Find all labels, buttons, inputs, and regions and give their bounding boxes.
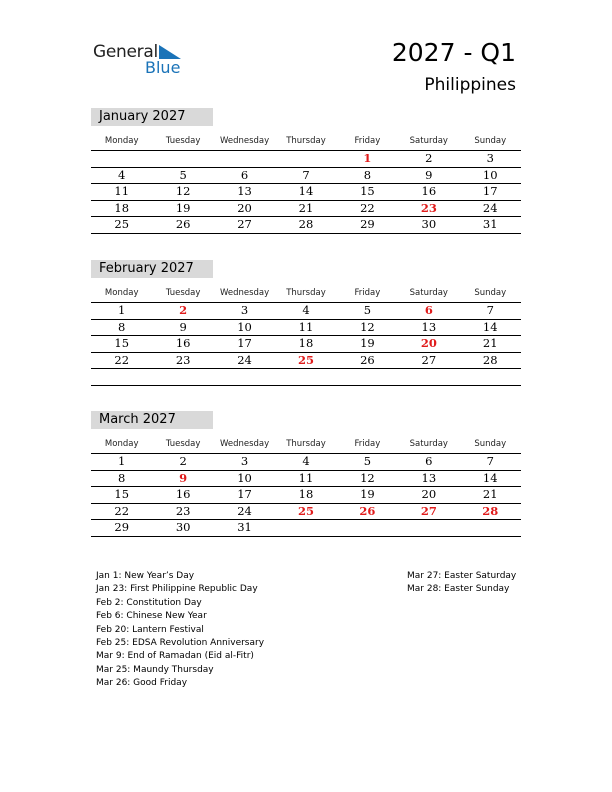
weekday-label: Tuesday [165,438,201,449]
weekday-label: Thursday [286,438,326,449]
date-cell: 16 [175,487,191,502]
date-cell: 9 [425,167,433,182]
month-january [91,108,521,234]
date-cell: 14 [482,319,498,334]
weekday-label: Thursday [286,135,326,146]
date-cell: 1 [118,454,126,469]
weekday-label: Monday [104,135,139,146]
logo-blue-text: Blue [145,58,181,77]
date-cell: 11 [114,184,130,199]
date-cell: 25 [114,217,130,232]
weekday-label: Sunday [474,135,507,146]
month-title: January 2027 [91,108,213,126]
date-cell: 26 [360,352,375,367]
date-cell: 29 [114,520,130,535]
date-cell: 17 [482,184,498,199]
holiday-date-cell: 25 [297,503,314,518]
holiday-date-cell: 6 [424,303,433,318]
date-cell: 8 [118,319,126,334]
holiday-item: Mar 9: End of Ramadan (Eid al-Fitr) [96,651,254,662]
date-cell: 6 [425,454,433,469]
date-cell: 3 [240,454,249,469]
date-cell: 26 [175,217,191,232]
date-cell: 23 [175,503,191,518]
date-cell: 10 [237,319,252,334]
date-cell: 6 [240,167,249,182]
holiday-date-cell: 9 [179,470,188,485]
date-cell: 17 [237,336,252,351]
date-cell: 19 [360,487,375,502]
week-row [91,336,521,353]
date-cell: 15 [114,336,130,351]
holiday-item: Feb 2: Constitution Day [96,597,202,608]
date-cell: 24 [237,352,252,367]
week-row [91,201,521,218]
date-cell: 31 [482,217,498,232]
weekday-label: Wednesday [219,135,270,146]
date-cell: 3 [240,303,249,318]
date-cell: 23 [175,352,191,367]
week-row [91,504,521,521]
date-cell: 14 [298,184,314,199]
date-cell: 27 [237,217,252,232]
week-row [91,168,521,185]
date-cell: 21 [298,200,314,215]
date-cell: 27 [421,352,437,367]
country-name: Philippines [424,75,516,95]
date-cell: 10 [237,470,252,485]
week-row [91,184,521,201]
week-row [91,369,521,386]
date-cell: 22 [360,200,375,215]
weekday-header-row [91,283,521,303]
holiday-date-cell: 2 [179,303,188,318]
logo [93,42,193,78]
weekday-label: Friday [354,135,381,146]
date-cell: 2 [425,151,433,166]
date-cell: 24 [482,200,498,215]
holiday-item: Jan 1: New Year’s Day [96,571,195,581]
weekday-label: Thursday [286,287,326,298]
holiday-item: Feb 25: EDSA Revolution Anniversary [96,638,265,649]
holiday-date-cell: 28 [482,503,499,518]
date-cell: 29 [360,217,375,232]
week-row [91,320,521,337]
weekday-label: Saturday [409,135,448,146]
weekday-label: Tuesday [165,135,201,146]
date-cell: 12 [360,470,375,485]
date-cell: 22 [114,352,130,367]
weekday-label: Wednesday [219,287,270,298]
date-cell: 21 [482,336,498,351]
weekday-label: Tuesday [165,287,201,298]
date-cell: 21 [482,487,498,502]
weekday-label: Saturday [409,287,448,298]
weekday-header-row [91,131,521,151]
weekday-label: Saturday [409,438,448,449]
weekday-label: Sunday [474,438,507,449]
holiday-item: Mar 25: Maundy Thursday [96,664,214,675]
date-cell: 17 [237,487,252,502]
week-row [91,151,521,168]
holiday-list-right [407,570,516,597]
date-cell: 31 [237,520,252,535]
holiday-date-cell: 1 [363,151,372,166]
holiday-item: Mar 28: Easter Sunday [407,584,510,595]
date-cell: 30 [175,520,191,535]
date-cell: 3 [486,151,494,166]
date-cell: 2 [179,454,187,469]
weekday-label: Monday [104,438,139,449]
holiday-item: Mar 26: Good Friday [96,678,188,689]
date-cell: 19 [360,336,375,351]
date-cell: 4 [302,303,310,318]
weekday-label: Monday [104,287,139,298]
month-march [91,411,521,537]
holiday-item: Feb 20: Lantern Festival [96,624,204,635]
date-cell: 19 [175,200,191,215]
date-cell: 20 [237,200,252,215]
holiday-item: Jan 23: First Philippine Republic Day [96,584,258,595]
weekday-label: Wednesday [219,438,270,449]
date-cell: 11 [298,470,314,485]
holiday-item: Feb 6: Chinese New Year [96,611,207,622]
date-cell: 1 [118,303,126,318]
holiday-date-cell: 26 [359,503,376,518]
date-cell: 16 [175,336,191,351]
date-cell: 22 [114,503,130,518]
date-cell: 11 [298,319,314,334]
weekday-label: Friday [354,287,381,298]
date-cell: 8 [363,167,372,182]
page-title: 2027 - Q1 [391,38,516,67]
date-cell: 30 [421,217,437,232]
month-february [91,260,521,386]
date-cell: 5 [363,303,372,318]
date-cell: 15 [360,184,375,199]
date-cell: 28 [482,352,498,367]
month-title: March 2027 [91,411,213,429]
date-cell: 4 [302,454,310,469]
date-cell: 7 [486,454,494,469]
date-cell: 24 [237,503,252,518]
week-row [91,353,521,370]
date-cell: 8 [118,470,126,485]
date-cell: 16 [421,184,437,199]
date-cell: 7 [302,167,310,182]
date-cell: 28 [298,217,314,232]
week-row [91,454,521,471]
holiday-date-cell: 25 [297,352,314,367]
holiday-date-cell: 27 [420,503,437,518]
holiday-date-cell: 20 [420,336,437,351]
holiday-item: Mar 27: Easter Saturday [407,571,517,581]
logo-general-text: General [93,42,158,62]
date-cell: 5 [179,167,187,182]
week-row [91,471,521,488]
week-row [91,520,521,537]
week-row [91,487,521,504]
month-title: February 2027 [91,260,213,278]
date-cell: 12 [175,184,191,199]
date-cell: 13 [237,184,252,199]
date-cell: 18 [298,487,314,502]
date-cell: 5 [363,454,372,469]
date-cell: 15 [114,487,130,502]
holiday-date-cell: 23 [420,200,437,215]
date-cell: 13 [421,470,437,485]
weekday-label: Sunday [474,287,507,298]
date-cell: 20 [421,487,437,502]
weekday-label: Friday [354,438,381,449]
date-cell: 9 [179,319,187,334]
date-cell: 18 [114,200,130,215]
date-cell: 10 [482,167,498,182]
week-row [91,217,521,234]
holiday-list-left [96,570,264,691]
date-cell: 4 [118,167,126,182]
weekday-header-row [91,434,521,454]
week-row [91,303,521,320]
date-cell: 12 [360,319,375,334]
date-cell: 18 [298,336,314,351]
date-cell: 7 [486,303,494,318]
date-cell: 14 [482,470,498,485]
date-cell: 13 [421,319,437,334]
